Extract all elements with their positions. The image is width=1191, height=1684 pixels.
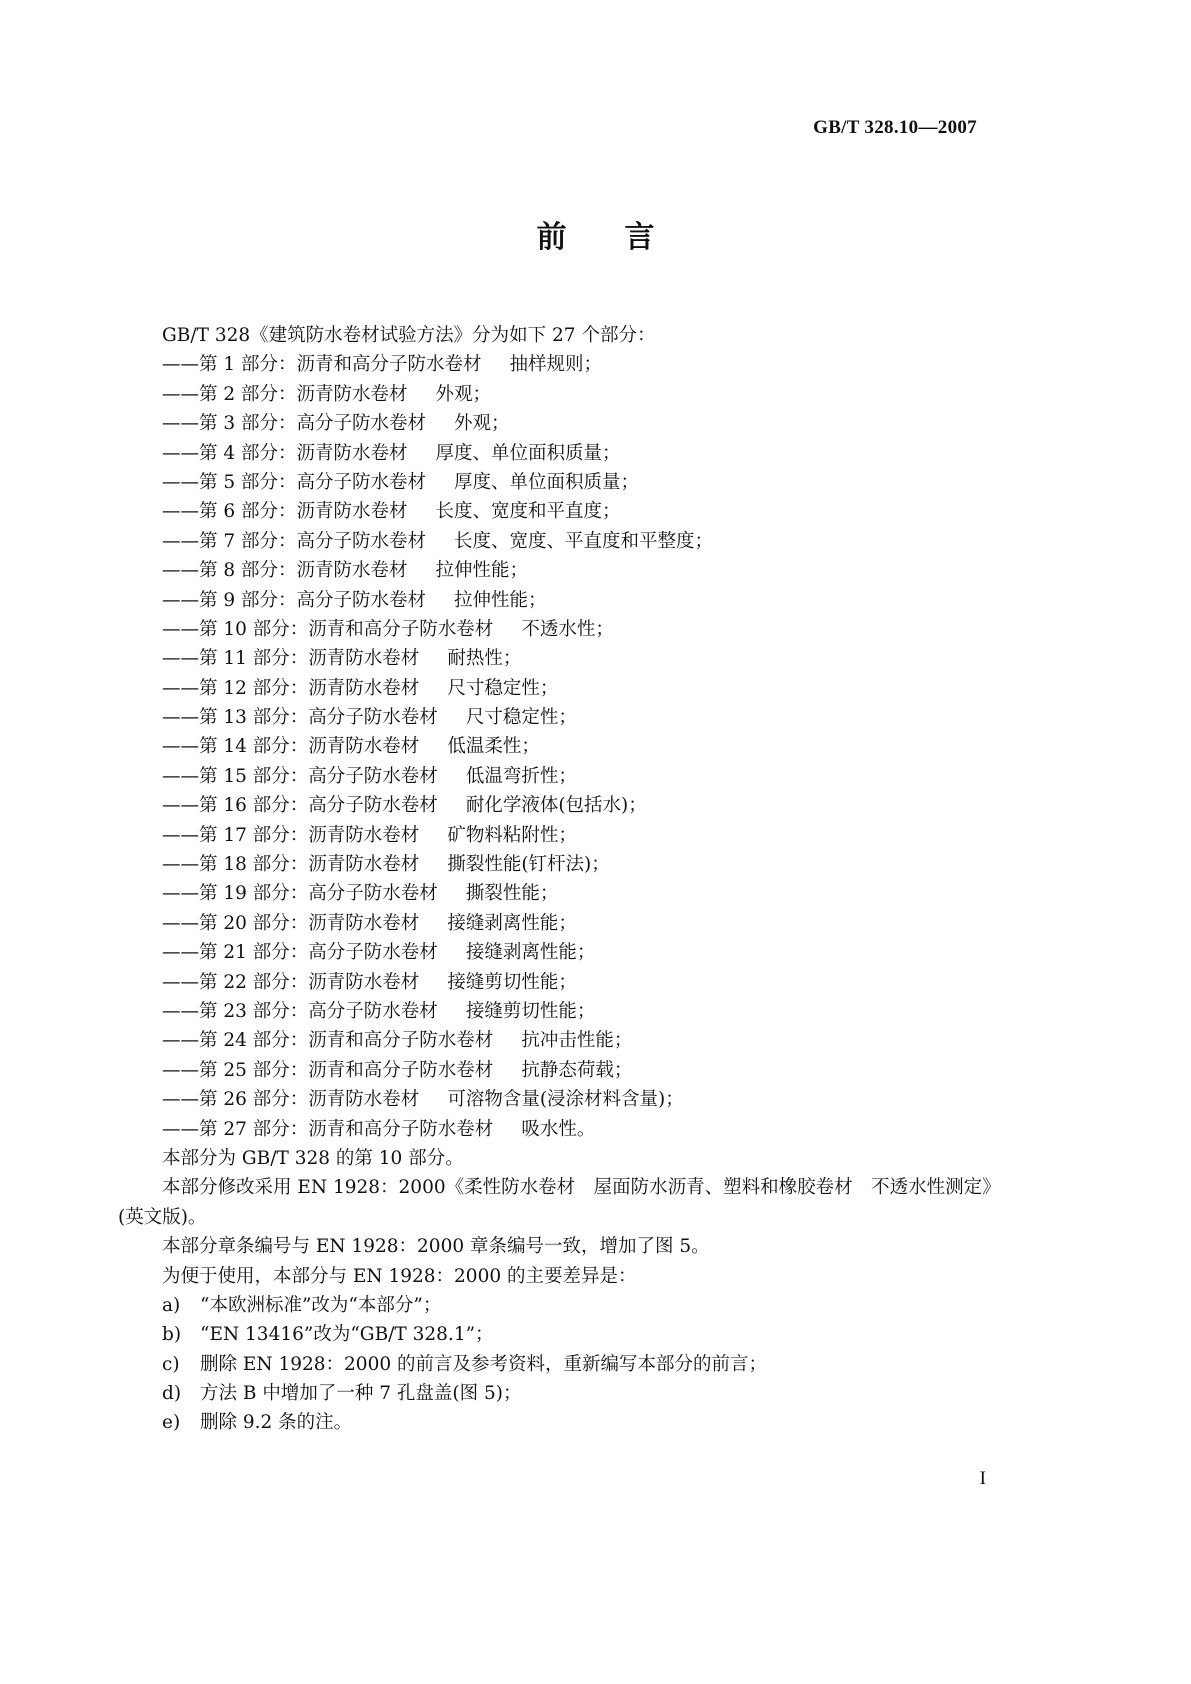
difference-item [118,1408,1062,1437]
part-number: ——第 24 部分：沥青和高分子防水卷材 [162,1030,494,1052]
part-topic: 长度、宽度、平直度和平整度； [454,530,714,552]
part-topic: 吸水性。 [521,1118,596,1140]
part-topic: 抽样规则； [509,354,603,376]
part-topic: 接缝剪切性能； [465,1000,596,1022]
part-item [118,732,1062,761]
difference-item [118,1320,1062,1349]
part-number: ——第 11 部分：沥青防水卷材 [162,648,420,670]
part-number: ——第 2 部分：沥青防水卷材 [162,383,408,405]
difference-label: a) [162,1294,181,1316]
part-number: ——第 18 部分：沥青防水卷材 [162,854,420,876]
part-topic: 长度、宽度和平直度； [435,501,621,523]
difference-label: e) [162,1412,181,1434]
part-topic: 不透水性； [521,618,614,640]
part-number: ——第 8 部分：沥青防水卷材 [162,560,408,582]
part-number: ——第 12 部分：沥青防水卷材 [162,677,420,699]
title-char-1: 前 [536,220,567,255]
part-topic: 抗冲击性能； [521,1030,633,1052]
paragraph-numbering: 本部分章条编号与 EN 1928：2000 章条编号一致，增加了图 5。 [162,1236,710,1258]
part-number: ——第 7 部分：高分子防水卷材 [162,530,427,552]
part-number: ——第 4 部分：沥青防水卷材 [162,442,408,464]
difference-label: b) [162,1324,182,1346]
part-item [118,350,1062,379]
part-item [118,850,1062,879]
part-item [118,556,1062,585]
part-number: ——第 26 部分：沥青防水卷材 [162,1089,420,1111]
part-item [118,1026,1062,1055]
part-topic: 尺寸稳定性； [465,707,577,729]
part-item [118,1056,1062,1085]
difference-text: “本欧洲标准”改为“本部分”； [200,1294,442,1316]
part-number: ——第 19 部分：高分子防水卷材 [162,883,438,905]
part-number: ——第 10 部分：沥青和高分子防水卷材 [162,618,494,640]
part-topic: 矿物料粘附性； [447,824,577,846]
part-item [118,497,1062,526]
part-item [118,968,1062,997]
intro-paragraph: GB/T 328《建筑防水卷材试验方法》分为如下 27 个部分： [162,325,656,346]
part-item [118,1115,1062,1144]
part-item [118,821,1062,850]
part-number: ——第 16 部分：高分子防水卷材 [162,795,438,817]
part-topic: 尺寸稳定性； [447,677,559,699]
part-number: ——第 1 部分：沥青和高分子防水卷材 [162,354,482,376]
part-item [118,409,1062,438]
part-number: ——第 22 部分：沥青防水卷材 [162,971,420,993]
part-item [118,909,1062,938]
part-number: ——第 14 部分：沥青防水卷材 [162,736,420,758]
page-number: I [979,1468,986,1489]
part-number: ——第 21 部分：高分子防水卷材 [162,942,438,964]
part-item [118,586,1062,615]
part-item [118,439,1062,468]
part-topic: 接缝剪切性能； [447,971,577,993]
part-number: ——第 15 部分：高分子防水卷材 [162,765,438,787]
difference-label: d) [162,1383,182,1405]
part-topic: 低温弯折性； [465,765,577,787]
part-topic: 外观； [435,383,492,405]
part-number: ——第 23 部分：高分子防水卷材 [162,1000,438,1022]
part-topic: 撕裂性能； [465,883,559,905]
part-number: ——第 13 部分：高分子防水卷材 [162,707,438,729]
part-item [118,615,1062,644]
difference-item [118,1350,1062,1379]
part-item [118,879,1062,908]
part-topic: 接缝剥离性能； [447,912,577,934]
parts-list [118,350,1062,1144]
part-item [118,997,1062,1026]
difference-text: 方法 B 中增加了一种 7 孔盘盖(图 5)； [200,1383,522,1405]
part-topic: 抗静态荷载； [521,1059,633,1081]
part-number: ——第 25 部分：沥青和高分子防水卷材 [162,1059,494,1081]
difference-item [118,1379,1062,1408]
difference-text: 删除 EN 1928：2000 的前言及参考资料，重新编写本部分的前言； [200,1353,767,1375]
difference-text: “EN 13416”改为“GB/T 328.1”； [200,1324,494,1346]
part-topic: 撕裂性能(钉杆法)； [447,854,610,876]
part-topic: 厚度、单位面积质量； [454,471,640,493]
part-number: ——第 17 部分：沥青防水卷材 [162,824,420,846]
difference-label: c) [162,1353,180,1375]
part-number: ——第 20 部分：沥青防水卷材 [162,912,420,934]
differences-list [118,1291,1062,1438]
difference-text: 删除 9.2 条的注。 [200,1412,353,1434]
part-item [118,674,1062,703]
page-title [0,212,1191,256]
title-char-2: 言 [624,220,655,255]
part-number: ——第 9 部分：高分子防水卷材 [162,589,427,611]
part-item [118,791,1062,820]
difference-item [118,1291,1062,1320]
part-number: ——第 27 部分：沥青和高分子防水卷材 [162,1118,494,1140]
part-topic: 低温柔性； [447,736,540,758]
paragraph-adoption-line-2: (英文版)。 [118,1206,207,1228]
part-item [118,380,1062,409]
part-topic: 拉伸性能； [454,589,547,611]
part-topic: 拉伸性能； [435,560,529,582]
part-number: ——第 3 部分：高分子防水卷材 [162,413,427,435]
part-topic: 可溶物含量(浸涂材料含量)； [447,1089,684,1111]
part-topic: 耐热性； [447,648,522,670]
part-number: ——第 5 部分：高分子防水卷材 [162,471,427,493]
standard-number: GB/T 328.10—2007 [813,117,977,138]
part-topic: 外观； [454,413,510,435]
paragraph-part-statement: 本部分为 GB/T 328 的第 10 部分。 [162,1147,464,1169]
part-topic: 接缝剥离性能； [465,942,596,964]
part-item [118,468,1062,497]
part-item [118,1085,1062,1114]
part-topic: 耐化学液体(包括水)； [465,795,647,817]
part-item [118,527,1062,556]
part-item [118,644,1062,673]
part-topic: 厚度、单位面积质量； [435,442,621,464]
document-body [118,321,1062,1438]
paragraph-adoption-line-1: 本部分修改采用 EN 1928：2000《柔性防水卷材 屋面防水沥青、塑料和橡胶卷材 不透水性测定》 [162,1177,1001,1199]
part-item [118,938,1062,967]
part-number: ——第 6 部分：沥青防水卷材 [162,501,408,523]
paragraph-differences-intro: 为便于使用，本部分与 EN 1928：2000 的主要差异是： [162,1265,637,1287]
part-item [118,762,1062,791]
part-item [118,703,1062,732]
